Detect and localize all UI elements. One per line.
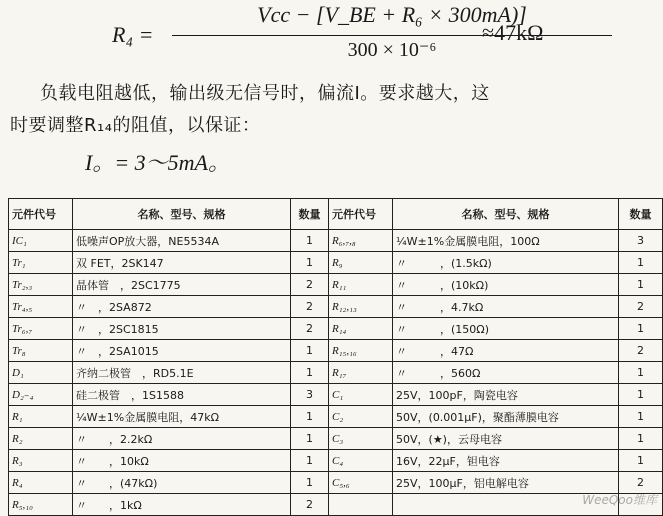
table-row [9, 494, 663, 516]
body-paragraph [10, 78, 655, 142]
component-spec: 16V，22μF，钽电容 [393, 450, 619, 472]
component-code: R₉ [329, 252, 393, 274]
component-spec: 〃 ，4.7kΩ [393, 296, 619, 318]
component-qty: 1 [619, 406, 663, 428]
component-qty: 3 [619, 230, 663, 252]
component-qty: 1 [619, 252, 663, 274]
component-spec: 50V，(★)，云母电容 [393, 428, 619, 450]
component-code: Tr₂,₃ [9, 274, 73, 296]
component-qty: 1 [619, 362, 663, 384]
component-qty: 2 [291, 494, 329, 516]
component-qty: 2 [619, 472, 663, 494]
component-spec: 〃 ，2SC1815 [73, 318, 291, 340]
component-code: C₁ [329, 384, 393, 406]
component-spec: 〃 ，(1.5kΩ) [393, 252, 619, 274]
component-qty: 1 [619, 384, 663, 406]
component-spec: 〃 ，1kΩ [73, 494, 291, 516]
component-code: R₁₁ [329, 274, 393, 296]
fraction-bar [172, 35, 612, 36]
component-qty: 1 [291, 428, 329, 450]
table-row [9, 274, 663, 296]
component-code: R₁₅,₁₆ [329, 340, 393, 362]
component-spec: 50V，(0.001μF)，聚酯薄膜电容 [393, 406, 619, 428]
component-code: R₃ [9, 450, 73, 472]
table-row [9, 230, 663, 252]
component-spec: 〃 ，47Ω [393, 340, 619, 362]
component-spec: 硅二极管 ，1S1588 [73, 384, 291, 406]
component-qty: 1 [619, 450, 663, 472]
component-code: Tr₈ [9, 340, 73, 362]
paragraph-line-1: 负载电阻越低，输出级无信号时，偏流I。要求越大，这 [40, 83, 490, 104]
r4-formula [112, 2, 632, 64]
component-code: R₁ [9, 406, 73, 428]
table-row [9, 428, 663, 450]
table-row [9, 296, 663, 318]
component-spec: 25V，100pF，陶瓷电容 [393, 384, 619, 406]
component-qty: 1 [291, 472, 329, 494]
component-code: C₂ [329, 406, 393, 428]
component-code: R₁₂,₁₃ [329, 296, 393, 318]
component-code: Tr₆,₇ [9, 318, 73, 340]
formula-result: ≈47kΩ [482, 20, 544, 45]
component-spec: ¼W±1%金属膜电阻，100Ω [393, 230, 619, 252]
component-qty: 1 [619, 318, 663, 340]
header-code: 元件代号 [329, 199, 393, 230]
component-code: R₆,₇,₈ [329, 230, 393, 252]
header-qty: 数量 [291, 199, 329, 230]
component-qty: 2 [619, 296, 663, 318]
component-spec: 〃 ，(10kΩ) [393, 274, 619, 296]
component-spec: 〃 ，560Ω [393, 362, 619, 384]
component-code: IC₁ [9, 230, 73, 252]
component-qty: 1 [291, 406, 329, 428]
component-spec: 晶体管 ，2SC1775 [73, 274, 291, 296]
table-row [9, 340, 663, 362]
table-row [9, 318, 663, 340]
bias-current-equation: I。= 3～5mA。 [85, 150, 230, 175]
header-code: 元件代号 [9, 199, 73, 230]
component-code: R₁₄ [329, 318, 393, 340]
component-spec: 〃 ，2SA1015 [73, 340, 291, 362]
component-spec: 双 FET，2SK147 [73, 252, 291, 274]
component-qty: 2 [291, 274, 329, 296]
formula-denominator: 300 × 10⁻⁶ [347, 39, 437, 61]
component-qty: 1 [619, 428, 663, 450]
table-row [9, 384, 663, 406]
header-spec: 名称、型号、规格 [73, 199, 291, 230]
component-qty: 3 [291, 384, 329, 406]
table-row [9, 252, 663, 274]
table-row [9, 450, 663, 472]
component-spec: ¼W±1%金属膜电阻，47kΩ [73, 406, 291, 428]
component-code: C₄ [329, 450, 393, 472]
component-code: R₁₇ [329, 362, 393, 384]
component-code: R₂ [9, 428, 73, 450]
header-qty: 数量 [619, 199, 663, 230]
component-code: Tr₁ [9, 252, 73, 274]
component-spec: 〃 ，10kΩ [73, 450, 291, 472]
component-code: D₁ [9, 362, 73, 384]
table-row [9, 472, 663, 494]
component-spec: 〃 ，(150Ω) [393, 318, 619, 340]
component-spec: 〃 ，2.2kΩ [73, 428, 291, 450]
header-spec: 名称、型号、规格 [393, 199, 619, 230]
table-row [9, 406, 663, 428]
component-qty: 1 [291, 362, 329, 384]
paragraph-line-2: 时要调整R₁₄的阻值，以保证： [10, 115, 261, 136]
table-header-row [9, 199, 663, 230]
component-qty: 1 [291, 340, 329, 362]
component-code: R₄ [9, 472, 73, 494]
component-code: C₅,₆ [329, 472, 393, 494]
table-row [9, 362, 663, 384]
watermark-logo: WeeQoo维库 [582, 493, 657, 507]
component-code: D₂₋₄ [9, 384, 73, 406]
component-code: R₅,₁₀ [9, 494, 73, 516]
component-code: Tr₄,₅ [9, 296, 73, 318]
component-code [329, 494, 393, 516]
component-qty: 1 [291, 450, 329, 472]
component-spec: 〃 ，2SA872 [73, 296, 291, 318]
formula-lhs: R₄ = [112, 22, 154, 47]
component-qty: 2 [291, 296, 329, 318]
component-spec: 25V，100μF，铝电解电容 [393, 472, 619, 494]
component-qty: 2 [291, 318, 329, 340]
formula-numerator: Vcc − [V_BE + R₆ × 300mA)] [257, 2, 527, 27]
component-spec: 齐纳二极管 ，RD5.1E [73, 362, 291, 384]
component-qty: 1 [291, 230, 329, 252]
parts-list-table [8, 198, 663, 516]
component-spec: 〃 ，(47kΩ) [73, 472, 291, 494]
component-spec: 低噪声OP放大器，NE5534A [73, 230, 291, 252]
component-code: C₃ [329, 428, 393, 450]
component-qty: 2 [619, 340, 663, 362]
component-qty: 1 [619, 274, 663, 296]
component-qty: 1 [291, 252, 329, 274]
